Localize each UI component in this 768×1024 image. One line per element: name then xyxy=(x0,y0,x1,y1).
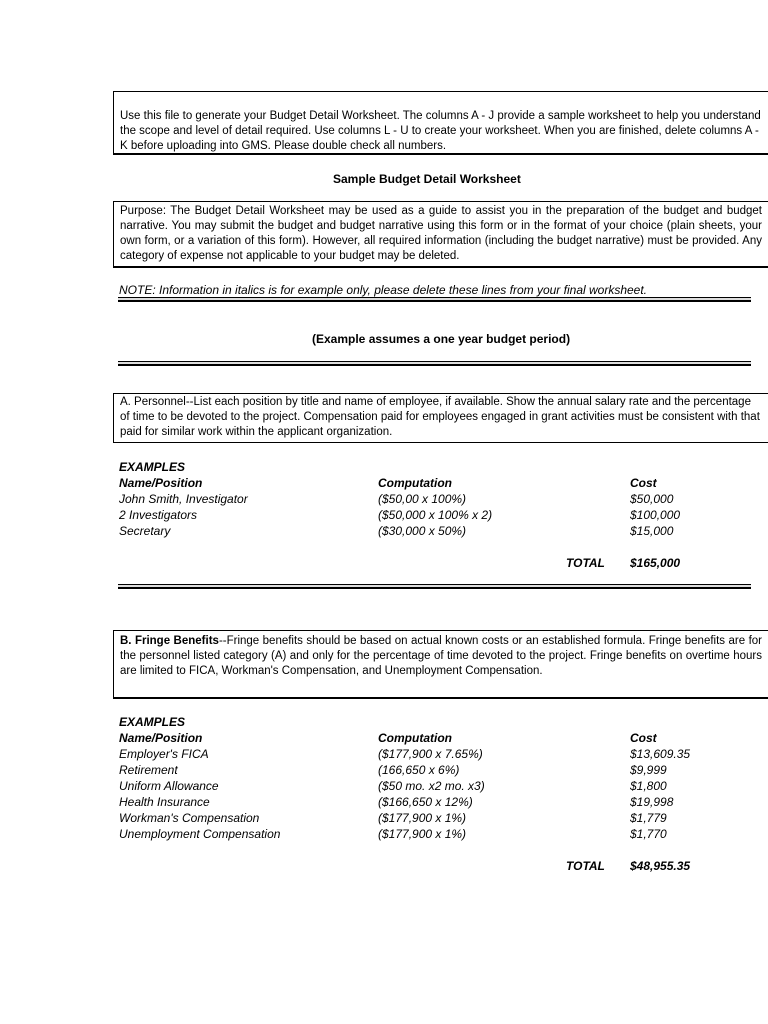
total-label: TOTAL xyxy=(566,859,605,873)
personnel-description: A. Personnel--List each position by title and name of employee, if available. Show the annual salary rate and the percentage of time to be devoted to the project. Compensation paid for employees engaged in grant activities must be consistent with that paid for similar work within the applicant organization. xyxy=(120,396,760,438)
row-computation: ($166,650 x 12%) xyxy=(378,795,473,809)
fringe-title: B. Fringe Benefits xyxy=(120,635,219,647)
row-cost: $1,770 xyxy=(630,827,667,841)
purpose-box xyxy=(113,201,768,268)
row-name: Secretary xyxy=(119,524,171,538)
row-cost: $1,800 xyxy=(630,779,667,793)
instructions-box xyxy=(113,91,768,155)
budget-period-note: (Example assumes a one year budget period) xyxy=(312,332,571,346)
divider xyxy=(118,297,751,302)
personnel-description-box xyxy=(113,393,768,443)
instructions-text: Use this file to generate your Budget Detail Worksheet. The columns A - J provide a sample worksheet to help you understand the scope and level of detail required. Use columns L - U to create your worksheet. When you are finished, delete columns A - K before uploading into GMS. Please double check all numbers. xyxy=(120,110,761,152)
fringe-description: --Fringe benefits should be based on actual known costs or an established formula. Fringe benefits are for the personnel listed category (A) and only for the percentage of time devoted to the project. Fringe benefits on overtime hours are limited to FICA, Workman's Compensation, and Unemployment Compensation. xyxy=(120,635,763,677)
examples-label: EXAMPLES xyxy=(119,715,186,729)
row-name: Workman's Compensation xyxy=(119,811,260,825)
total-value: $48,955.35 xyxy=(630,859,691,873)
row-computation: (166,650 x 6%) xyxy=(378,763,460,777)
total-value: $165,000 xyxy=(630,556,681,570)
row-cost: $50,000 xyxy=(630,492,674,506)
row-name: Health Insurance xyxy=(119,795,210,809)
divider xyxy=(118,361,751,366)
row-computation: ($177,900 x 1%) xyxy=(378,827,467,841)
header-computation: Computation xyxy=(378,476,452,490)
row-name: Uniform Allowance xyxy=(119,779,219,793)
row-computation: ($50,00 x 100%) xyxy=(378,492,467,506)
row-name: Retirement xyxy=(119,763,178,777)
row-name: Employer's FICA xyxy=(119,747,209,761)
row-computation: ($177,900 x 1%) xyxy=(378,811,467,825)
row-cost: $100,000 xyxy=(630,508,681,522)
header-name-position: Name/Position xyxy=(119,476,203,490)
row-cost: $15,000 xyxy=(630,524,674,538)
worksheet-title: Sample Budget Detail Worksheet xyxy=(333,172,521,186)
fringe-description-box xyxy=(113,630,768,699)
row-computation: ($50 mo. x2 mo. x3) xyxy=(378,779,485,793)
row-cost: $19,998 xyxy=(630,795,674,809)
row-computation: ($50,000 x 100% x 2) xyxy=(378,508,493,522)
row-name: 2 Investigators xyxy=(119,508,198,522)
header-cost: Cost xyxy=(630,731,657,745)
examples-label: EXAMPLES xyxy=(119,460,186,474)
note-text: NOTE: Information in italics is for example only, please delete these lines from your final worksheet. xyxy=(119,283,648,297)
header-computation: Computation xyxy=(378,731,452,745)
header-name-position: Name/Position xyxy=(119,731,203,745)
row-cost: $13,609.35 xyxy=(630,747,691,761)
row-computation: ($177,900 x 7.65%) xyxy=(378,747,483,761)
row-cost: $9,999 xyxy=(630,763,667,777)
row-name: John Smith, Investigator xyxy=(119,492,248,506)
divider xyxy=(118,584,751,589)
header-cost: Cost xyxy=(630,476,657,490)
total-label: TOTAL xyxy=(566,556,605,570)
row-cost: $1,779 xyxy=(630,811,667,825)
row-name: Unemployment Compensation xyxy=(119,827,281,841)
purpose-text: Purpose: The Budget Detail Worksheet may be used as a guide to assist you in the preparation of the budget and budget narrative. You may submit the budget and budget narrative using this form or in the format of your choice (plain sheets, your own form, or a variation of this form). However, all required information (including the budget narrative) must be provided. Any category of expense not applicable to your budget may be deleted. xyxy=(120,205,762,262)
row-computation: ($30,000 x 50%) xyxy=(378,524,467,538)
